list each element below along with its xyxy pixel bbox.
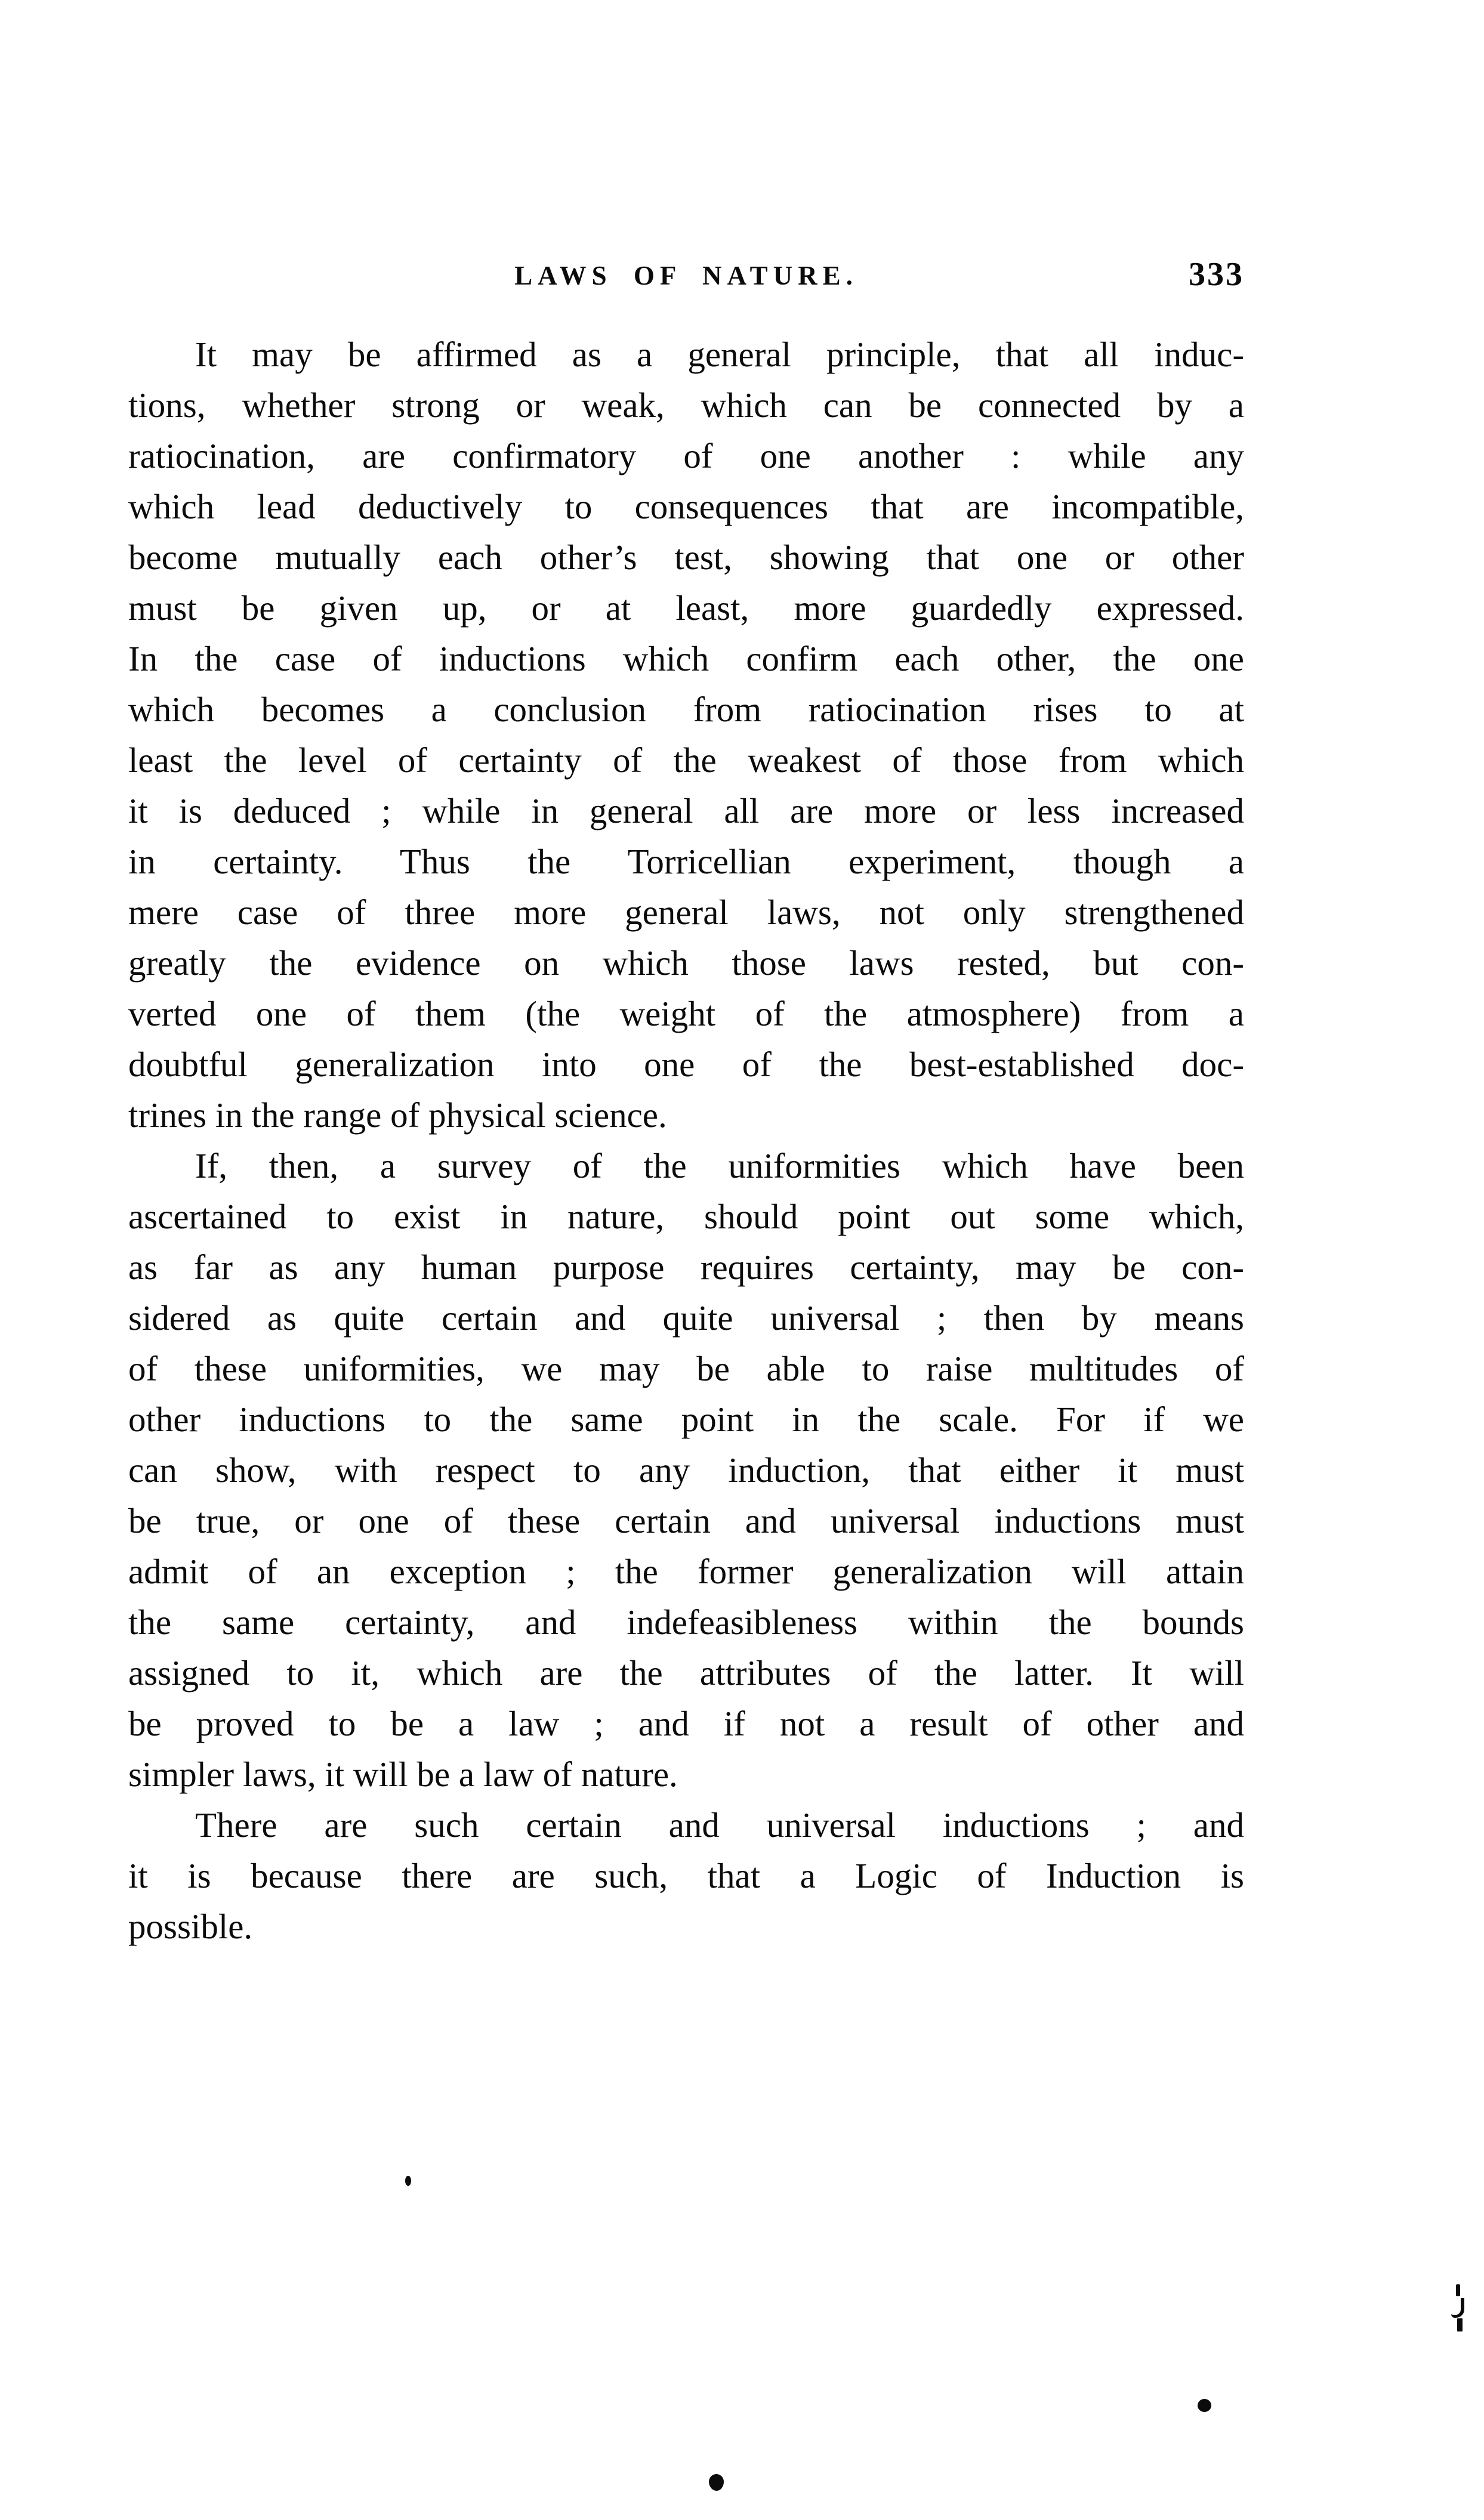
page-number: 333 bbox=[1189, 256, 1244, 293]
margin-ink-mark-top bbox=[1456, 2284, 1460, 2296]
text-line: mere case of three more general laws, not only strengthened bbox=[128, 892, 1244, 932]
text-line: ratiocination, are confirmatory of one another : while any bbox=[128, 436, 1244, 475]
text-line: simpler laws, it will be a law of nature. bbox=[128, 1755, 678, 1794]
text-line: ascertained to exist in nature, should point out some which, bbox=[128, 1197, 1244, 1236]
text-line: of these uniformities, we may be able to raise multitudes of bbox=[128, 1349, 1244, 1388]
text-line: trines in the range of physical science. bbox=[128, 1095, 667, 1135]
text-line: it is deduced ; while in general all are more or less increased bbox=[128, 791, 1244, 830]
text-line: If, then, a survey of the uniformities which have been bbox=[195, 1146, 1244, 1185]
text-line: sidered as quite certain and quite universal ; then by means bbox=[128, 1298, 1244, 1338]
text-line: admit of an exception ; the former generalization will attain bbox=[128, 1552, 1244, 1591]
text-line: in certainty. Thus the Torricellian experiment, though a bbox=[128, 842, 1244, 881]
margin-ink-mark-bottom bbox=[1457, 2318, 1463, 2331]
margin-ink-mark-hook bbox=[1451, 2298, 1464, 2318]
ink-dot-right bbox=[1198, 2399, 1211, 2412]
text-line: be proved to be a law ; and if not a result of other and bbox=[128, 1704, 1244, 1743]
text-block bbox=[128, 329, 1244, 1952]
text-line: other inductions to the same point in the scale. For if we bbox=[128, 1400, 1244, 1439]
text-line: the same certainty, and indefeasibleness within the bounds bbox=[128, 1602, 1244, 1642]
ink-speck bbox=[405, 2176, 411, 2186]
text-line: There are such certain and universal inductions ; and bbox=[195, 1805, 1244, 1845]
running-header bbox=[128, 256, 1244, 302]
text-line: In the case of inductions which confirm each other, the one bbox=[128, 639, 1244, 678]
text-line: verted one of them (the weight of the atmosphere) from a bbox=[128, 994, 1244, 1033]
text-line: greatly the evidence on which those laws rested, but con- bbox=[128, 943, 1244, 983]
text-line: can show, with respect to any induction, that either it must bbox=[128, 1450, 1244, 1490]
text-line: it is because there are such, that a Logic of Induction is bbox=[128, 1856, 1244, 1895]
text-line: It may be affirmed as a general principle, that all induc- bbox=[195, 335, 1244, 374]
text-line: doubtful generalization into one of the best-established doc- bbox=[128, 1045, 1244, 1084]
text-line: tions, whether strong or weak, which can be connected by a bbox=[128, 385, 1244, 425]
text-line: be true, or one of these certain and universal inductions must bbox=[128, 1501, 1244, 1540]
text-line: must be given up, or at least, more guardedly expressed. bbox=[128, 588, 1244, 628]
text-line: possible. bbox=[128, 1907, 253, 1946]
text-line: least the level of certainty of the weakest of those from which bbox=[128, 740, 1244, 780]
text-line: become mutually each other’s test, showing that one or other bbox=[128, 538, 1244, 577]
text-line: assigned to it, which are the attributes of the latter. It will bbox=[128, 1653, 1244, 1693]
text-line: which becomes a conclusion from ratiocination rises to at bbox=[128, 690, 1244, 729]
text-line: as far as any human purpose requires certainty, may be con- bbox=[128, 1247, 1244, 1287]
ink-dot-bottom bbox=[709, 2474, 724, 2491]
text-line: which lead deductively to consequences that are incompatible, bbox=[128, 487, 1244, 526]
running-header-title: LAWS OF NATURE. bbox=[514, 261, 858, 291]
